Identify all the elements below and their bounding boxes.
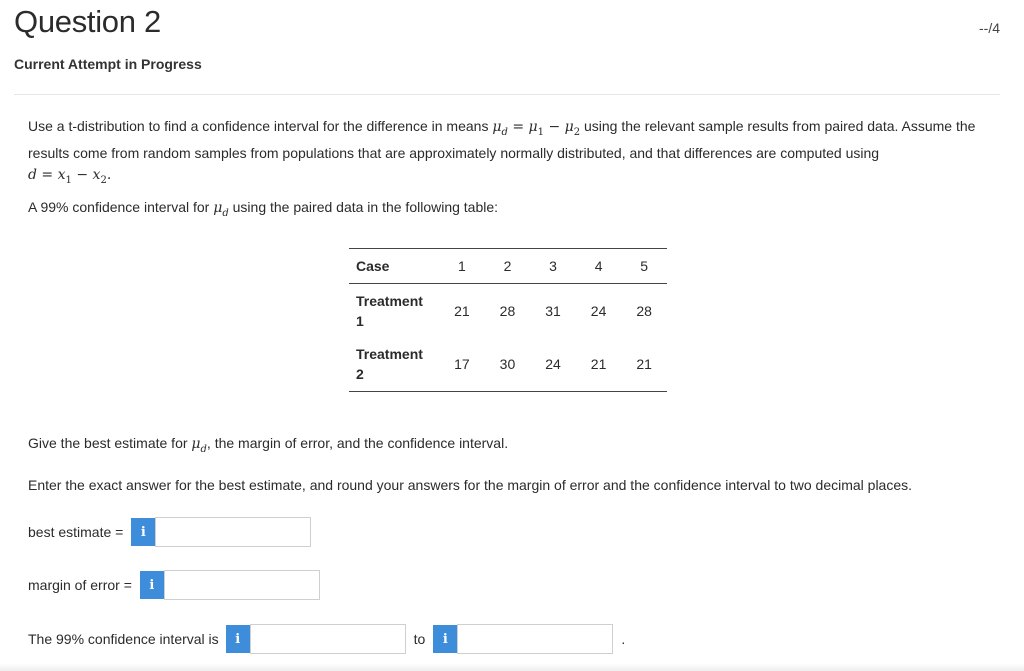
header-divider	[14, 94, 1000, 95]
table-row	[349, 338, 667, 392]
info-icon[interactable]: i	[140, 571, 164, 599]
column-header: 1	[458, 258, 466, 274]
table-cell: 30	[499, 356, 516, 373]
column-header: 2	[503, 258, 512, 274]
column-header: 4	[594, 258, 603, 274]
table-cell: 24	[590, 302, 607, 319]
best-estimate-label: best estimate =	[28, 524, 124, 540]
table-cell: 24	[545, 356, 561, 373]
margin-of-error-row	[28, 570, 320, 600]
attempt-status: Current Attempt in Progress	[14, 56, 202, 72]
interval-lower-input[interactable]	[250, 624, 406, 654]
table-cell: 21	[454, 302, 470, 319]
row-label: Treatment 2	[356, 346, 423, 383]
table-header-row	[349, 249, 667, 284]
mu-d-symbol: $\mu_d$	[191, 436, 207, 455]
bottom-fade	[0, 663, 1024, 671]
interval-upper-input[interactable]	[457, 624, 613, 654]
question-title: Question 2	[14, 4, 161, 39]
table-cell: 28	[636, 302, 652, 319]
rounding-instruction: Enter the exact answer for the best estimate, and round your answers for the margin of error and the confidence interval to two decimal places.	[28, 477, 913, 493]
case-header: Case	[356, 258, 390, 274]
table-cell: 31	[545, 302, 561, 319]
estimate-text-before: Give the best estimate for	[28, 435, 192, 451]
end-period: .	[621, 631, 626, 647]
info-icon[interactable]: i	[131, 518, 155, 546]
problem-statement	[28, 116, 988, 191]
confidence-interval-row	[28, 624, 625, 654]
estimate-instruction	[28, 433, 988, 460]
info-icon[interactable]: i	[226, 625, 250, 653]
table-cell: 21	[636, 356, 652, 373]
question-score: --/4	[979, 20, 1000, 36]
row-label: Treatment 1	[356, 292, 423, 329]
intro-text-after: using the relevant sample results from paired data. Assume the results come from random samples from populations that are approximately normally distributed, and that differences are computed using	[28, 118, 976, 161]
info-icon[interactable]: i	[433, 625, 457, 653]
column-header: 5	[640, 258, 649, 274]
confidence-interval-label: The 99% confidence interval is	[28, 631, 219, 647]
mu-d-symbol: $\mu_d$	[213, 200, 229, 219]
table-row	[349, 284, 667, 338]
estimate-text-after: , the margin of error, and the confidence interval.	[206, 435, 509, 451]
best-estimate-row	[28, 517, 311, 547]
difference-formula: $d = x_1 - x_2$.	[28, 166, 112, 186]
column-header: 3	[549, 258, 557, 274]
margin-of-error-label: margin of error =	[28, 577, 132, 593]
table-cell: 28	[499, 302, 516, 319]
ci-statement	[28, 197, 988, 224]
ci-text-before: A 99% confidence interval for	[28, 199, 214, 215]
margin-of-error-input[interactable]	[164, 570, 320, 600]
intro-text-before: Use a t-distribution to find a confidence interval for the difference in means	[28, 118, 493, 134]
paired-data-table	[349, 248, 667, 392]
mean-difference-formula: $\mu_d = \mu_1 - \mu_2$	[492, 119, 581, 138]
to-label: to	[413, 631, 426, 647]
best-estimate-input[interactable]	[155, 517, 311, 547]
table-cell: 17	[454, 356, 470, 373]
ci-text-after: using the paired data in the following table:	[228, 199, 499, 215]
table-cell: 21	[590, 356, 607, 373]
